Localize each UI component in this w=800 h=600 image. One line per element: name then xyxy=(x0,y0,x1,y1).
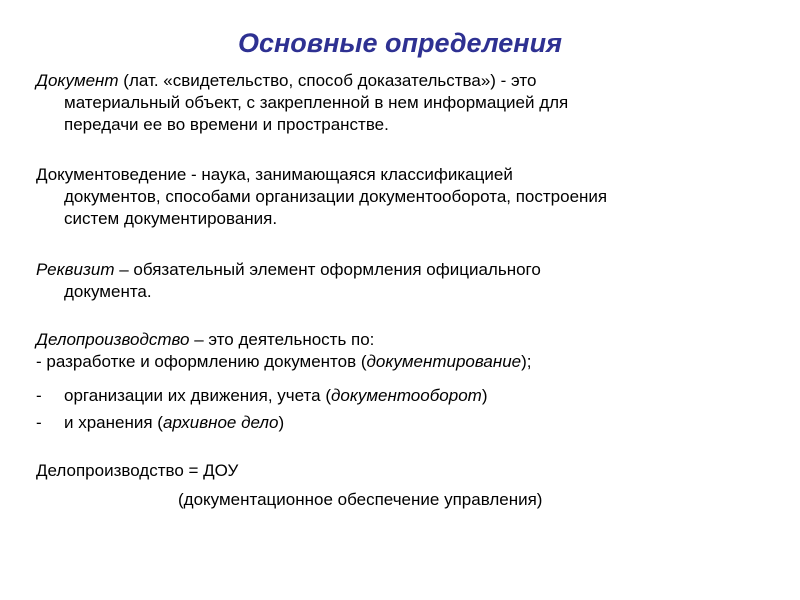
office-work-item-2-text: и хранения ( xyxy=(64,413,163,432)
office-work-item-0-close: ); xyxy=(521,352,532,371)
term-office-work: Делопроизводство xyxy=(36,330,190,349)
equation-expansion: (документационное обеспечение управления) xyxy=(178,490,543,509)
office-work-item-0-text: - разработке и оформлению документов ( xyxy=(36,352,367,371)
term-document: Документ xyxy=(36,71,119,90)
definition-office-work-line-2 xyxy=(36,351,776,373)
office-work-list-item-2 xyxy=(36,412,284,434)
definition-documentology-line-1: Документоведение - наука, занимающаяся классификацией xyxy=(36,165,513,184)
definition-document-line-2: материальный объект, с закрепленной в нем информацией для xyxy=(64,93,569,112)
office-work-item-1-text: организации их движения, учета ( xyxy=(64,386,331,405)
office-work-list-item-1 xyxy=(36,385,487,407)
definition-requisite-line-1 xyxy=(36,259,776,281)
definition-documentology xyxy=(36,164,776,230)
term-document-flow: документооборот xyxy=(331,386,482,405)
page-title: Основные определения xyxy=(237,28,563,58)
definition-office-work xyxy=(36,329,776,373)
definition-documentology-line-2: документов, способами организации документооборота, построения xyxy=(64,187,608,206)
definition-document-line-1 xyxy=(36,70,776,92)
definition-document-text-1: (лат. «свидетельство, способ доказательства») - это xyxy=(118,71,537,90)
definition-requisite-text-1: – обязательный элемент оформления официального xyxy=(114,260,541,279)
equation-office-work xyxy=(36,460,776,482)
definition-document-line-3: передачи ее во времени и пространстве. xyxy=(64,115,389,134)
definition-documentology-line-3: систем документирования. xyxy=(64,209,278,228)
definition-requisite-line-2: документа. xyxy=(64,282,152,301)
definition-office-work-text-1: – это деятельность по: xyxy=(189,330,375,349)
definition-office-work-line-1 xyxy=(36,329,776,351)
equation-line: Делопроизводство = ДОУ xyxy=(36,461,239,480)
term-requisite: Реквизит xyxy=(36,260,115,279)
office-work-item-2-close: ) xyxy=(278,413,285,432)
list-dash: - xyxy=(36,386,42,405)
definition-document xyxy=(36,70,776,136)
term-documenting: документирование xyxy=(366,352,522,371)
definition-requisite xyxy=(36,259,776,303)
office-work-item-1-close: ) xyxy=(481,386,488,405)
list-dash: - xyxy=(36,413,42,432)
term-archive: архивное дело xyxy=(162,413,279,432)
